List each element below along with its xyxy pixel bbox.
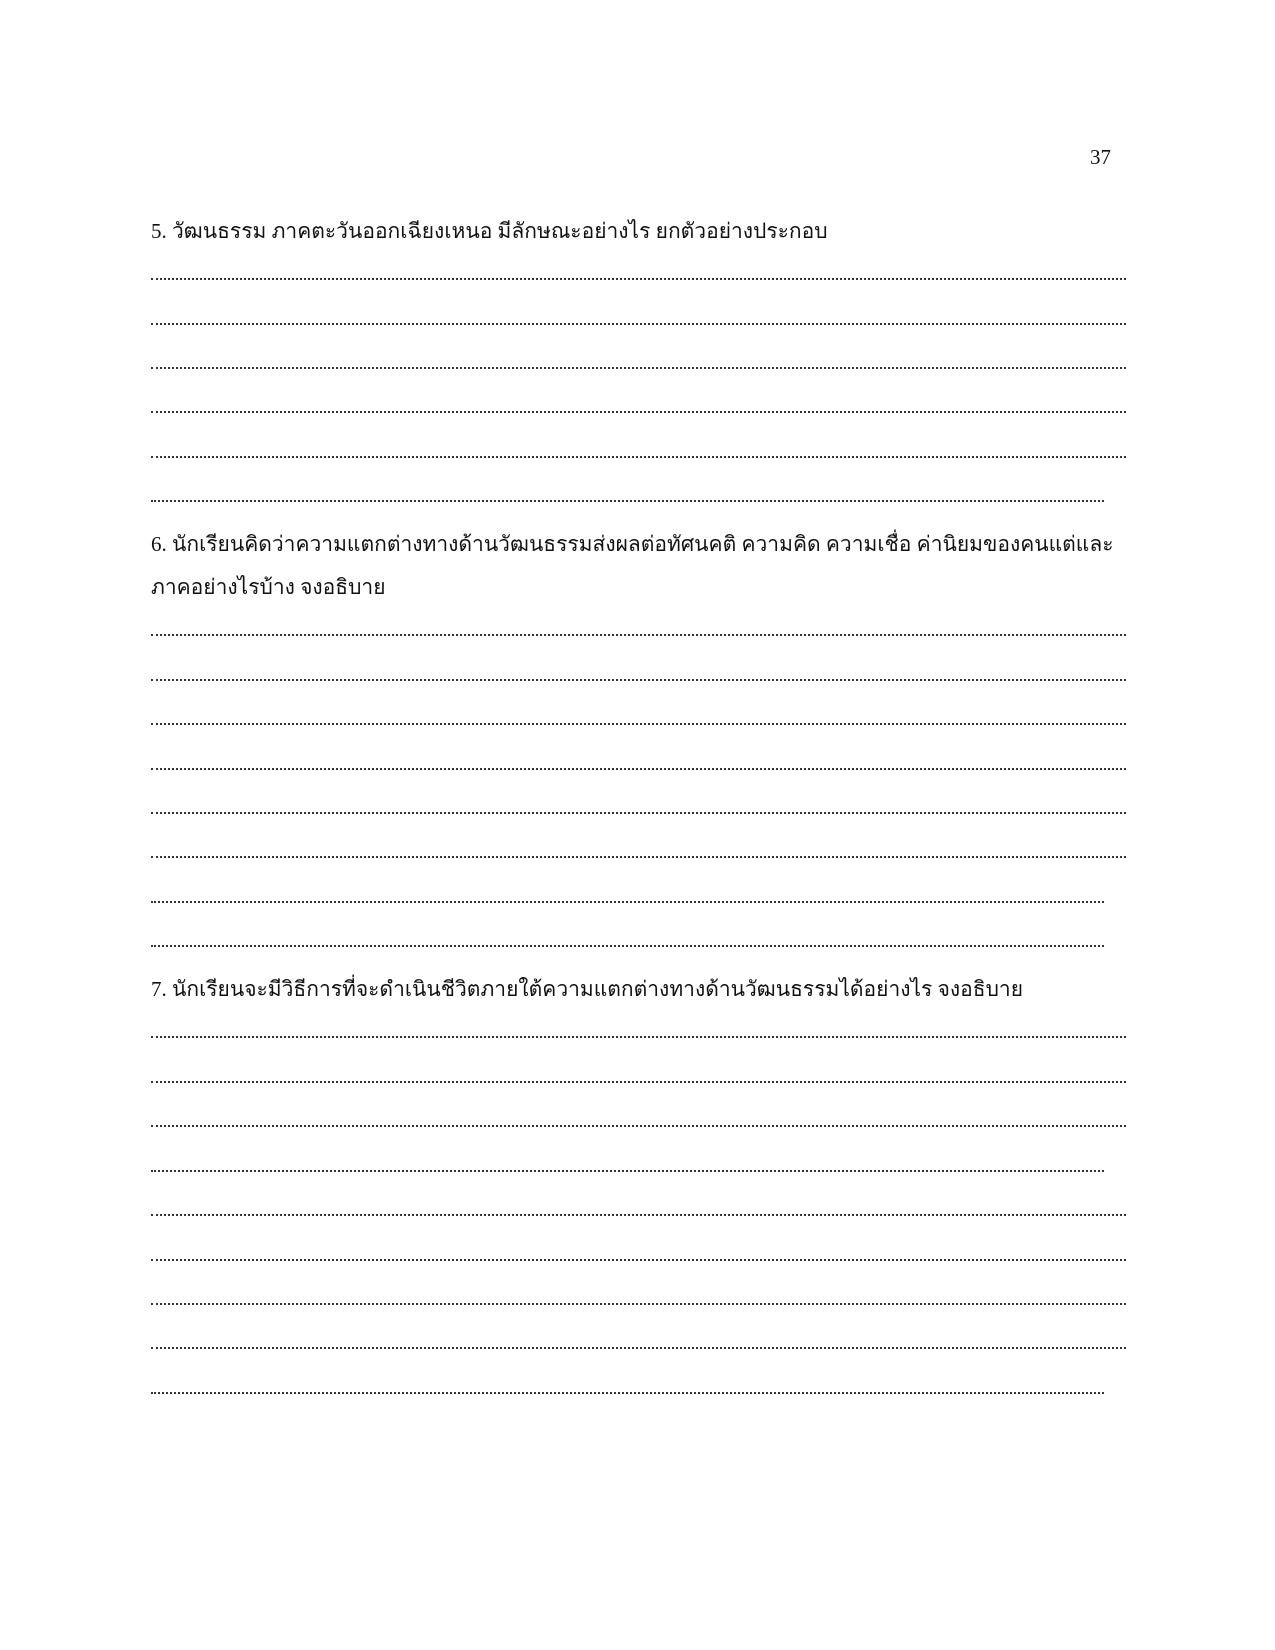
- answer-line: [151, 765, 1126, 770]
- answer-line: [151, 497, 1104, 502]
- question-7: 7. นักเรียนจะมีวิธีการที่จะดำเนินชีวิตภายใต้ความแตกต่างทางด้านวัฒนธรรมได้อย่างไร จงอธิบาย: [151, 977, 1023, 1001]
- answer-line: [151, 1167, 1104, 1172]
- answer-line: [151, 720, 1126, 725]
- answer-line: [151, 676, 1126, 681]
- answer-line: [151, 1211, 1126, 1216]
- answer-line: [151, 1078, 1126, 1083]
- page-number: 37: [1090, 145, 1111, 169]
- answer-line: [151, 898, 1104, 903]
- answer-line: [151, 1256, 1126, 1261]
- answer-line: [151, 275, 1126, 280]
- answer-line: [151, 320, 1126, 325]
- answer-line: [151, 942, 1104, 947]
- question-6: 6. นักเรียนคิดว่าความแตกต่างทางด้านวัฒนธรรมส่งผลต่อทัศนคติ ความคิด ความเชื่อ ค่านิยมของคนแต่และภาคอย่างไรบ้าง จงอธิบาย: [151, 532, 1114, 599]
- answer-line: [151, 1344, 1126, 1349]
- answer-line: [151, 364, 1126, 369]
- answer-line: [151, 408, 1126, 413]
- answer-line: [151, 809, 1126, 814]
- answer-line: [151, 853, 1126, 858]
- answer-line: [151, 1033, 1126, 1038]
- answer-line: [151, 453, 1126, 458]
- answer-line: [151, 1300, 1126, 1305]
- answer-line: [151, 631, 1126, 636]
- answer-line: [151, 1122, 1126, 1127]
- question-5: 5. วัฒนธรรม ภาคตะวันออกเฉียงเหนอ มีลักษณะอย่างไร ยกตัวอย่างประกอบ: [151, 219, 828, 243]
- answer-line: [151, 1389, 1104, 1394]
